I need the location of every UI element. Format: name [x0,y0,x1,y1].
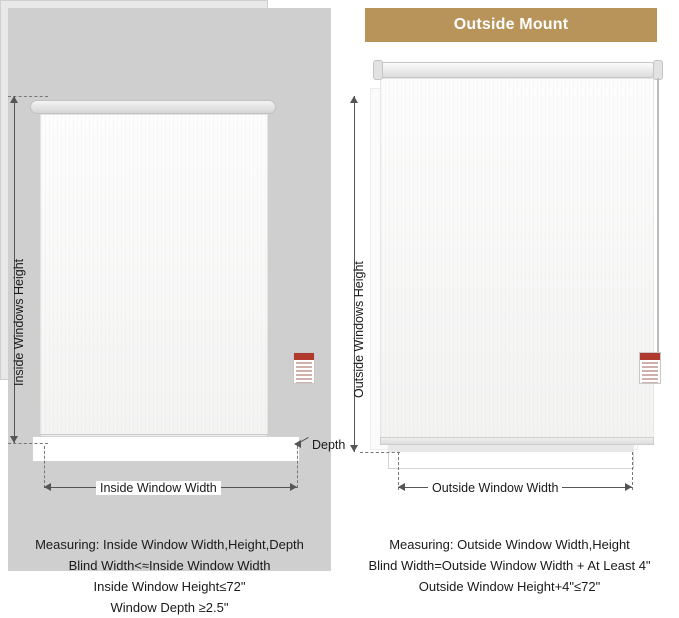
outside-caption-line-2: Blind Width=Outside Window Width + At Least 4" [368,558,651,573]
outside-height-bottom-extension [360,452,400,453]
inside-width-label: Inside Window Width [96,481,221,495]
outside-roller-headrail [376,62,658,78]
inside-height-label: Inside Windows Height [12,258,26,386]
inside-width-right-extension [297,446,298,488]
inside-height-arrow-top [10,96,18,103]
outside-height-arrow-top [350,96,358,103]
inside-window-sill [32,436,300,462]
inside-width-arrow-left [44,483,51,491]
inside-height-bottom-extension [8,443,48,444]
outside-headrail-endcap-left [373,60,383,80]
inside-mount-caption [0,534,339,618]
warning-tag-icon [639,352,661,384]
outside-blind-bottom-bar [380,437,654,445]
roller-chain-icon [657,78,659,360]
outside-width-right-extension [632,452,633,490]
inside-width-arrow-right [290,483,297,491]
depth-arrow [294,440,301,448]
inside-caption-line-3: Inside Window Height≤72" [93,579,246,594]
inside-caption-line-4: Window Depth ≥2.5" [110,600,229,615]
outside-caption-line-1: Measuring: Outside Window Width,Height [389,537,630,552]
outside-width-arrow-right [625,483,632,491]
outside-window-sill-top [388,445,634,452]
inside-width-left-extension [44,446,45,488]
outside-mount-caption [340,534,679,597]
outside-width-label: Outside Window Width [428,481,562,495]
outside-headrail-endcap-right [653,60,663,80]
inside-roller-headrail [30,100,276,114]
outside-height-label: Outside Windows Height [352,261,366,398]
outside-mount-title: Outside Mount [453,16,569,33]
inside-caption-line-1: Measuring: Inside Window Width,Height,Depth [35,537,304,552]
outside-caption-line-3: Outside Window Height+4"≤72" [418,579,601,594]
inside-height-arrow-bottom [10,436,18,443]
inside-blind-fabric [40,114,268,437]
outside-blind-fabric [380,78,654,440]
outside-height-arrow-bottom [350,445,358,452]
warning-tag-icon [293,352,315,384]
outside-mount-panel [340,0,679,617]
outside-mount-banner [365,8,657,42]
outside-width-arrow-left [398,483,405,491]
depth-label: Depth [312,438,346,452]
inside-caption-line-2: Blind Width<≈Inside Window Width [68,558,271,573]
